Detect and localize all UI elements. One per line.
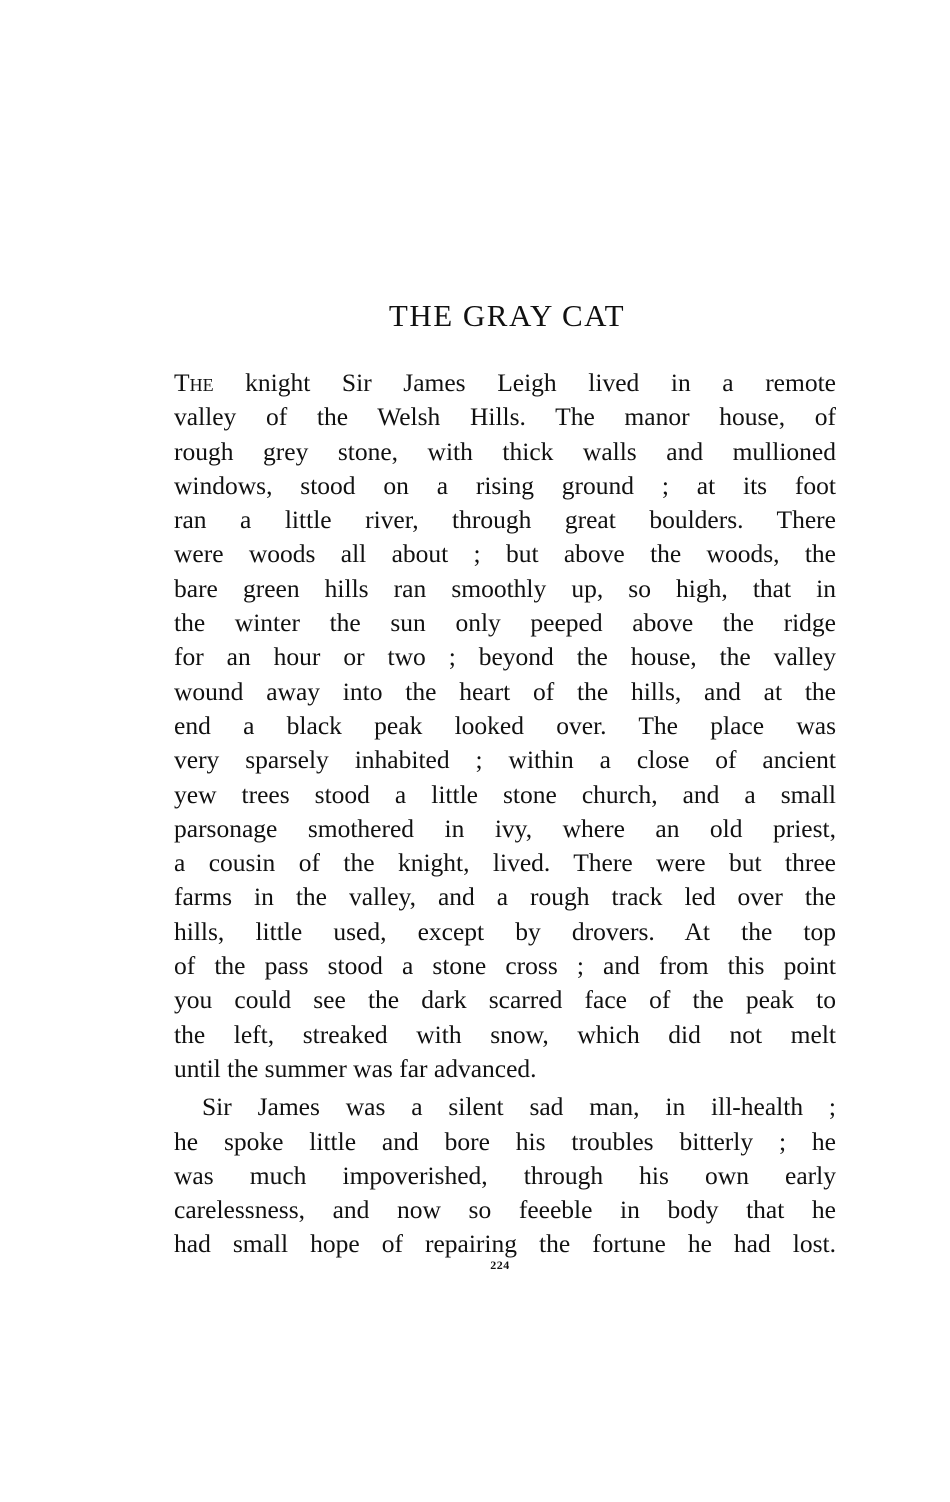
text-line: yew trees stood a little stone church, and a small [174, 779, 836, 809]
text-line: very sparsely inhabited ; within a close of ancient [174, 745, 836, 775]
text-line: until the summer was far advanced. [174, 1053, 537, 1083]
text-line: Sir James was a silent sad man, in ill-health ; [202, 1092, 836, 1122]
text-line: he spoke little and bore his troubles bitterly ; he [174, 1126, 836, 1156]
body-text [174, 366, 836, 1262]
page-number: 224 [490, 1258, 510, 1272]
text-line: carelessness, and now so feeeble in body that he [174, 1195, 836, 1225]
text-line: windows, stood on a rising ground ; at its foot [174, 470, 836, 500]
text-line: a cousin of the knight, lived. There were but three [174, 848, 836, 878]
text-line: the left, streaked with snow, which did not melt [174, 1019, 836, 1049]
text-line: valley of the Welsh Hills. The manor house, of [174, 402, 836, 432]
paragraph-2 [174, 1090, 836, 1261]
text-line: of the pass stood a stone cross ; and from this point [174, 951, 836, 981]
text-line: for an hour or two ; beyond the house, the valley [174, 642, 836, 672]
text-line: ran a little river, through great boulders. There [174, 505, 836, 535]
text-line: rough grey stone, with thick walls and mullioned [174, 436, 836, 466]
text-line: The knight Sir James Leigh lived in a remote [174, 368, 836, 397]
text-line: parsonage smothered in ivy, where an old priest, [174, 813, 836, 843]
text-line: farms in the valley, and a rough track led over the [174, 882, 836, 912]
text-line: bare green hills ran smoothly up, so high, that in [174, 573, 836, 603]
text-line: had small hope of repairing the fortune he had lost. [174, 1229, 836, 1259]
text-line: hills, little used, except by drovers. At the top [174, 916, 836, 946]
text-line: you could see the dark scarred face of the peak to [174, 985, 836, 1015]
text-line: were woods all about ; but above the woods, the [174, 539, 836, 569]
text-line: end a black peak looked over. The place was [174, 710, 836, 740]
chapter-title: THE GRAY CAT [388, 298, 626, 333]
text-line: was much impoverished, through his own early [174, 1160, 836, 1190]
lead-word: The [174, 368, 214, 397]
paragraph-1 [174, 366, 836, 1086]
text-line: wound away into the heart of the hills, and at the [174, 676, 836, 706]
text-line: the winter the sun only peeped above the ridge [174, 608, 836, 638]
